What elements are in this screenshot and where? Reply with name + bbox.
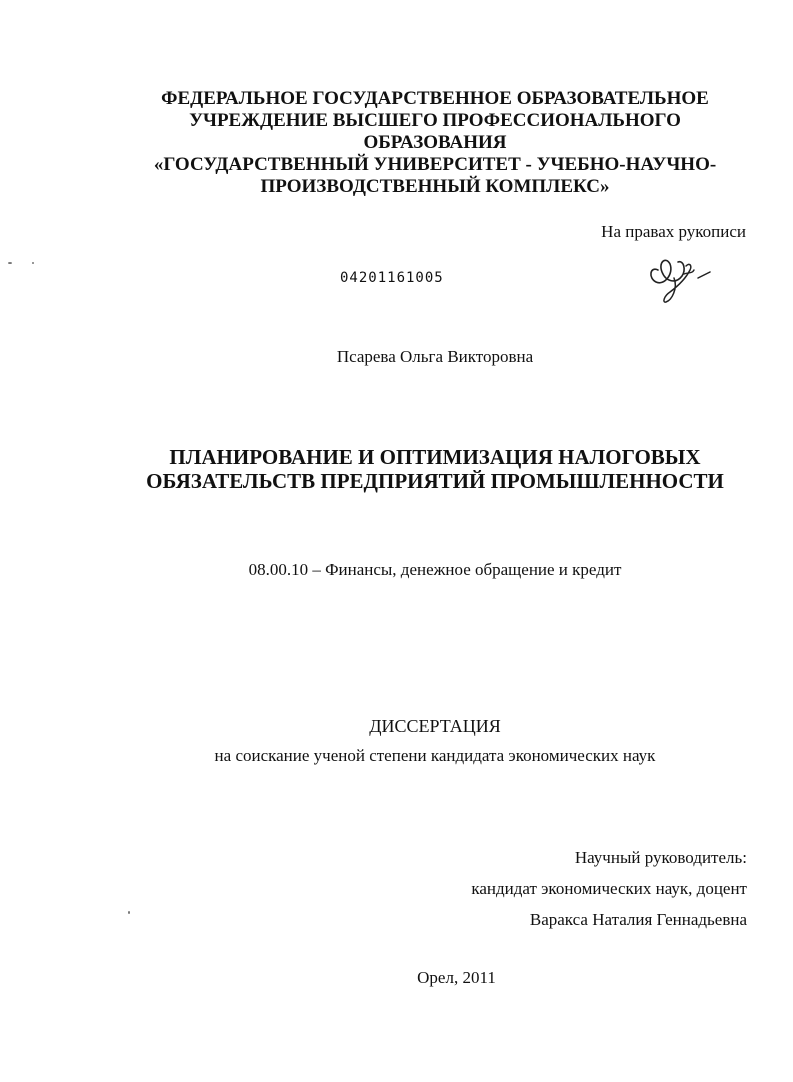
specialty-code: 08.00.10 – Финансы, денежное обращение и кредит bbox=[248, 560, 622, 579]
registration-code: 04201161005 bbox=[340, 270, 444, 286]
advisor-name: Варакса Наталия Геннадьевна bbox=[529, 910, 747, 929]
header-line: ПРОИЗВОДСТВЕННЫЙ КОМПЛЕКС» bbox=[260, 176, 610, 197]
header-line: «ГОСУДАРСТВЕННЫЙ УНИВЕРСИТЕТ - УЧЕБНО-НАУЧНО- bbox=[153, 154, 717, 175]
document-type: ДИССЕРТАЦИЯ bbox=[369, 716, 501, 736]
header-line: ОБРАЗОВАНИЯ bbox=[363, 132, 507, 153]
scan-speck bbox=[32, 262, 34, 264]
header-line: УЧРЕЖДЕНИЕ ВЫСШЕГО ПРОФЕССИОНАЛЬНОГО bbox=[189, 110, 681, 131]
handwritten-signature-icon bbox=[644, 248, 718, 306]
scientific-advisor bbox=[471, 842, 747, 935]
place-and-year: Орел, 2011 bbox=[417, 968, 496, 987]
scan-speck bbox=[8, 262, 12, 264]
advisor-credentials: кандидат экономических наук, доцент bbox=[471, 879, 747, 898]
rights-note: На правах рукописи bbox=[601, 222, 746, 241]
title-line: ПЛАНИРОВАНИЕ И ОПТИМИЗАЦИЯ НАЛОГОВЫХ bbox=[169, 445, 701, 469]
degree-statement: на соискание ученой степени кандидата экономических наук bbox=[214, 746, 656, 765]
institution-header bbox=[0, 88, 793, 198]
dissertation-title bbox=[0, 445, 793, 493]
scan-speck bbox=[128, 911, 130, 914]
author-name: Псарева Ольга Викторовна bbox=[336, 347, 534, 366]
title-line: ОБЯЗАТЕЛЬСТВ ПРЕДПРИЯТИЙ ПРОМЫШЛЕННОСТИ bbox=[146, 469, 724, 493]
header-line: ФЕДЕРАЛЬНОЕ ГОСУДАРСТВЕННОЕ ОБРАЗОВАТЕЛЬНОЕ bbox=[161, 88, 709, 109]
advisor-label: Научный руководитель: bbox=[574, 848, 747, 867]
